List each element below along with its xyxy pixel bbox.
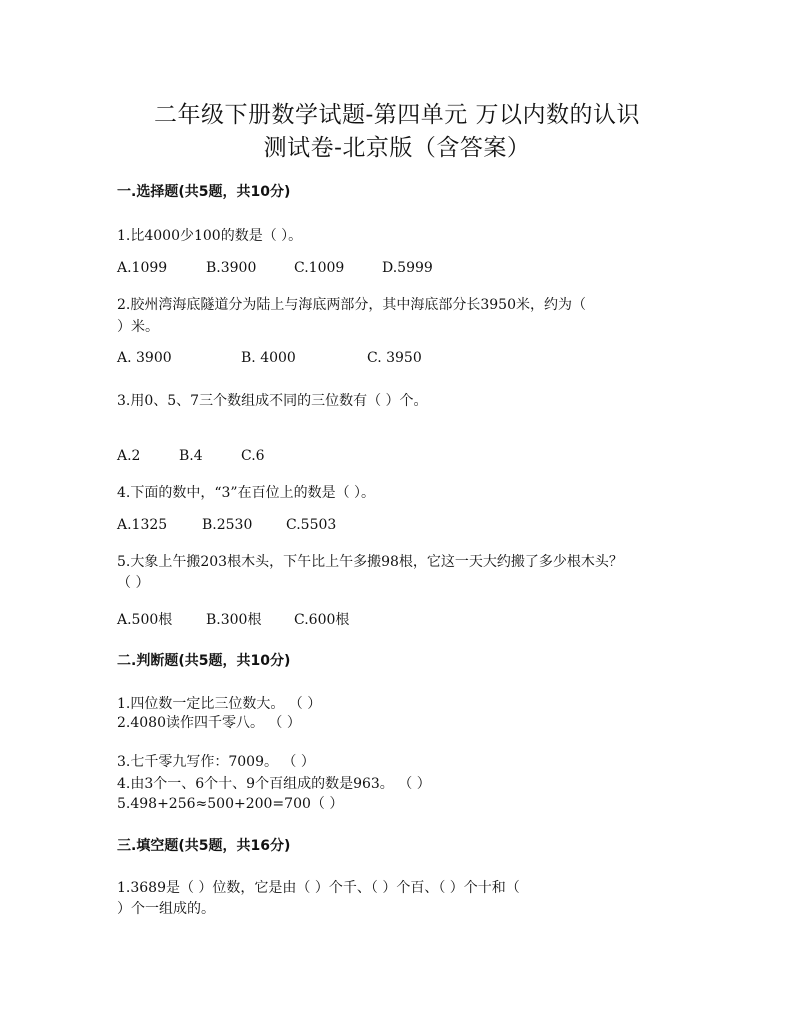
- s1-q4-option-a: A.1325: [117, 517, 168, 533]
- s1-q3-option-b: B.4: [179, 448, 203, 464]
- section1-heading: 一.选择题(共5题，共10分): [117, 184, 291, 200]
- s3-q1-text-line2: ）个一组成的。: [117, 901, 215, 917]
- s1-q2-option-b: B. 4000: [241, 350, 296, 366]
- s1-q2-option-c: C. 3950: [367, 350, 422, 366]
- section3-heading: 三.填空题(共5题，共16分): [117, 838, 291, 854]
- s1-q1-option-c: C.1009: [294, 260, 345, 276]
- s1-q3-option-a: A.2: [117, 448, 141, 464]
- s1-q4-text: 4.下面的数中，“3”在百位上的数是（ ）。: [117, 485, 376, 501]
- s1-q5-option-b: B.300根: [206, 612, 262, 628]
- s1-q4-option-c: C.5503: [286, 517, 337, 533]
- section2-heading: 二.判断题(共5题，共10分): [117, 653, 291, 669]
- document-title-line1: 二年级下册数学试题-第四单元 万以内数的认识: [153, 102, 641, 128]
- s2-q2-text: 2.4080读作四千零八。 （ ）: [117, 715, 301, 731]
- s1-q3-text: 3.用0、5、7三个数组成不同的三位数有（ ）个。: [117, 393, 428, 409]
- s1-q1-option-a: A.1099: [117, 260, 168, 276]
- s1-q2-text-line1: 2.胶州湾海底隧道分为陆上与海底两部分，其中海底部分长3950米，约为（: [117, 297, 586, 313]
- s1-q2-option-a: A. 3900: [117, 350, 172, 366]
- s1-q1-option-d: D.5999: [382, 260, 433, 276]
- s1-q3-option-c: C.6: [241, 448, 265, 464]
- s1-q5-text-line1: 5.大象上午搬203根木头，下午比上午多搬98根，它这一天大约搬了多少根木头？: [117, 554, 623, 570]
- s2-q5-text: 5.498+256≈500+200=700（ ）: [117, 796, 344, 812]
- s1-q2-text-line2: ）米。: [117, 319, 159, 335]
- s1-q1-option-b: B.3900: [206, 260, 257, 276]
- document-title-line2: 测试卷-北京版（含答案）: [263, 135, 531, 161]
- s1-q5-option-a: A.500根: [117, 612, 173, 628]
- s1-q1-text: 1.比4000少100的数是（ ）。: [117, 228, 303, 244]
- s2-q1-text: 1.四位数一定比三位数大。 （ ）: [117, 696, 322, 712]
- s2-q3-text: 3.七千零九写作：7009。 （ ）: [117, 754, 315, 770]
- s1-q5-option-c: C.600根: [294, 612, 350, 628]
- s1-q4-option-b: B.2530: [202, 517, 253, 533]
- s3-q1-text-line1: 1.3689是（ ）位数，它是由（ ）个千、（ ）个百、（ ）个十和（: [117, 880, 520, 896]
- s1-q5-text-line2: （ ）: [117, 575, 150, 591]
- s2-q4-text: 4.由3个一、6个十、9个百组成的数是963。 （ ）: [117, 776, 431, 792]
